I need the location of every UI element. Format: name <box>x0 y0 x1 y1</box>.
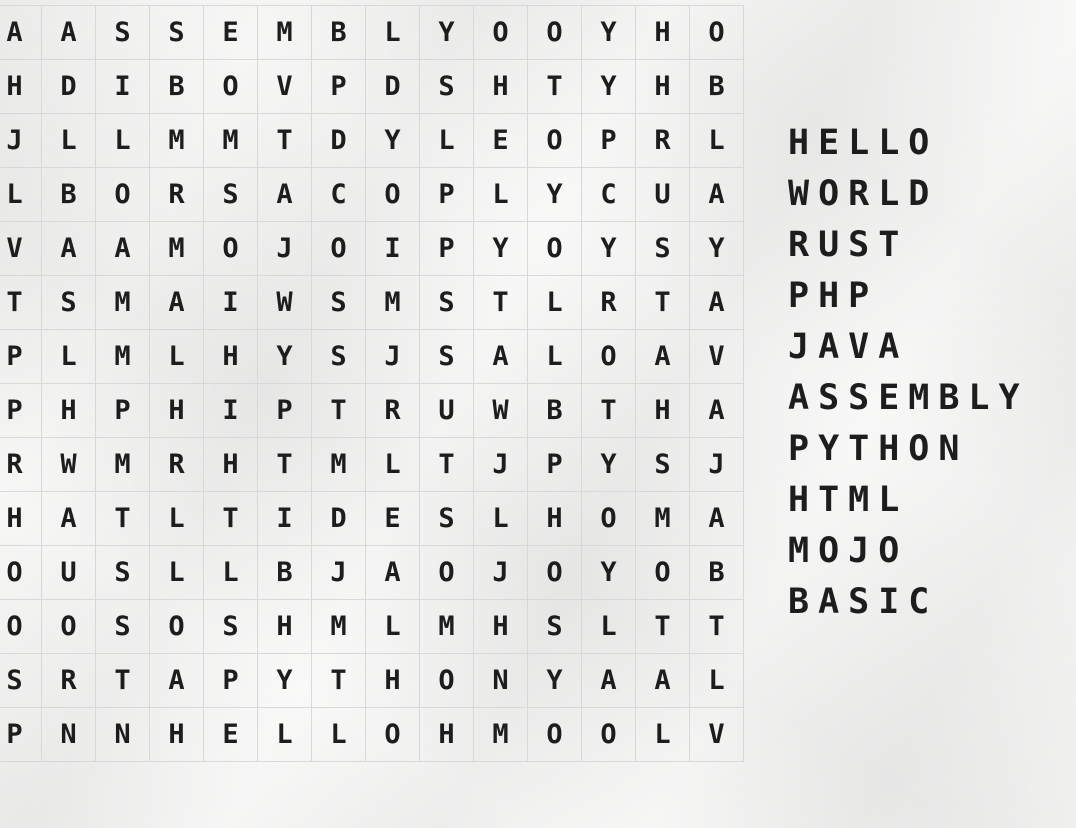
grid-cell: O <box>636 546 690 600</box>
grid-cell: O <box>528 114 582 168</box>
grid-cell: P <box>0 708 42 762</box>
grid-cell: P <box>420 168 474 222</box>
grid-cell: D <box>312 492 366 546</box>
grid-cell: Y <box>582 6 636 60</box>
grid-cell: A <box>636 654 690 708</box>
grid-cell: E <box>366 492 420 546</box>
grid-cell: S <box>312 330 366 384</box>
grid-cell: J <box>258 222 312 276</box>
grid-cell: D <box>42 60 96 114</box>
grid-cell: H <box>366 654 420 708</box>
grid-cell: H <box>636 6 690 60</box>
grid-cell: L <box>582 600 636 654</box>
grid-cell: L <box>690 654 744 708</box>
grid-cell: S <box>636 438 690 492</box>
grid-cell: S <box>420 276 474 330</box>
grid-cell: H <box>150 708 204 762</box>
grid-cell: R <box>150 168 204 222</box>
grid-cell: L <box>528 276 582 330</box>
word-php: PHP <box>788 276 879 316</box>
grid-cell: B <box>258 546 312 600</box>
grid-cell: O <box>528 6 582 60</box>
grid-cell: S <box>204 600 258 654</box>
grid-cell: W <box>258 276 312 330</box>
grid-cell: I <box>204 276 258 330</box>
grid-cell: M <box>420 600 474 654</box>
grid-cell: B <box>42 168 96 222</box>
grid-cell: A <box>150 276 204 330</box>
grid-cell: O <box>420 654 474 708</box>
grid-cell: O <box>366 168 420 222</box>
grid-cell: V <box>690 708 744 762</box>
grid-cell: M <box>96 330 150 384</box>
grid-cell: O <box>150 600 204 654</box>
grid-cell: S <box>312 276 366 330</box>
grid-cell: I <box>204 384 258 438</box>
grid-cell: A <box>150 654 204 708</box>
grid-cell: P <box>312 60 366 114</box>
grid-cell: C <box>582 168 636 222</box>
word-html: HTML <box>788 480 909 520</box>
grid-cell: M <box>96 438 150 492</box>
word-java: JAVA <box>788 327 909 367</box>
grid-cell: H <box>42 384 96 438</box>
word-assembly: ASSEMBLY <box>788 378 1029 418</box>
grid-cell: A <box>42 222 96 276</box>
grid-cell: M <box>312 438 366 492</box>
grid-cell: W <box>474 384 528 438</box>
grid-cell: R <box>42 654 96 708</box>
grid-cell: A <box>690 276 744 330</box>
grid-cell: S <box>528 600 582 654</box>
grid-cell: S <box>636 222 690 276</box>
grid-cell: L <box>528 330 582 384</box>
grid-cell: R <box>0 438 42 492</box>
grid-cell: D <box>312 114 366 168</box>
grid-cell: O <box>204 60 258 114</box>
grid-cell: V <box>0 222 42 276</box>
grid-cell: D <box>366 60 420 114</box>
grid-cell: Y <box>582 546 636 600</box>
grid-cell: Y <box>258 654 312 708</box>
grid-cell: T <box>636 276 690 330</box>
grid-cell: R <box>150 438 204 492</box>
grid-cell: T <box>528 60 582 114</box>
grid-cell: A <box>42 6 96 60</box>
grid-cell: J <box>366 330 420 384</box>
grid-cell: T <box>636 600 690 654</box>
grid-cell: L <box>150 546 204 600</box>
grid-cell: S <box>96 600 150 654</box>
grid-cell: H <box>0 60 42 114</box>
grid-cell: U <box>42 546 96 600</box>
grid-cell: P <box>204 654 258 708</box>
grid-cell: N <box>474 654 528 708</box>
grid-cell: Y <box>528 168 582 222</box>
grid-cell: A <box>690 384 744 438</box>
grid-cell: Y <box>582 222 636 276</box>
grid-cell: C <box>312 168 366 222</box>
word-basic: BASIC <box>788 582 939 622</box>
grid-cell: Y <box>690 222 744 276</box>
grid-cell: O <box>582 492 636 546</box>
grid-cell: J <box>312 546 366 600</box>
grid-cell: E <box>204 708 258 762</box>
grid-cell: S <box>96 546 150 600</box>
grid-cell: S <box>420 492 474 546</box>
grid-cell: Y <box>582 438 636 492</box>
grid-cell: L <box>366 438 420 492</box>
grid-cell: L <box>150 492 204 546</box>
word-python: PYTHON <box>788 429 969 469</box>
grid-cell: H <box>474 600 528 654</box>
grid-cell: A <box>474 330 528 384</box>
letter-grid <box>0 5 744 762</box>
grid-cell: P <box>582 114 636 168</box>
grid-cell: O <box>582 708 636 762</box>
grid-cell: E <box>474 114 528 168</box>
grid-cell: T <box>582 384 636 438</box>
grid-cell: H <box>204 438 258 492</box>
grid-cell: M <box>258 6 312 60</box>
grid-cell: O <box>366 708 420 762</box>
word-mojo: MOJO <box>788 531 909 571</box>
grid-cell: R <box>366 384 420 438</box>
grid-cell: J <box>474 546 528 600</box>
grid-cell: M <box>96 276 150 330</box>
grid-cell: P <box>258 384 312 438</box>
grid-cell: J <box>690 438 744 492</box>
grid-cell: O <box>0 600 42 654</box>
grid-cell: L <box>96 114 150 168</box>
grid-cell: S <box>96 6 150 60</box>
grid-cell: H <box>150 384 204 438</box>
grid-cell: Y <box>366 114 420 168</box>
grid-cell: L <box>42 114 96 168</box>
grid-cell: V <box>258 60 312 114</box>
grid-cell: A <box>582 654 636 708</box>
grid-cell: O <box>96 168 150 222</box>
grid-cell: T <box>420 438 474 492</box>
grid-cell: S <box>0 654 42 708</box>
grid-cell: O <box>204 222 258 276</box>
grid-cell: U <box>420 384 474 438</box>
grid-cell: M <box>312 600 366 654</box>
grid-cell: B <box>690 546 744 600</box>
grid-cell: H <box>258 600 312 654</box>
grid-cell: A <box>42 492 96 546</box>
grid-cell: O <box>528 708 582 762</box>
grid-cell: B <box>690 60 744 114</box>
grid-cell: N <box>42 708 96 762</box>
grid-cell: W <box>42 438 96 492</box>
grid-cell: L <box>366 6 420 60</box>
grid-cell: S <box>420 330 474 384</box>
grid-cell: O <box>690 6 744 60</box>
grid-cell: P <box>96 384 150 438</box>
word-list <box>788 118 1029 628</box>
grid-cell: L <box>312 708 366 762</box>
grid-cell: P <box>528 438 582 492</box>
word-hello: HELLO <box>788 123 939 163</box>
grid-cell: Y <box>528 654 582 708</box>
grid-cell: L <box>42 330 96 384</box>
grid-cell: H <box>636 60 690 114</box>
grid-cell: L <box>258 708 312 762</box>
grid-cell: O <box>42 600 96 654</box>
grid-cell: R <box>582 276 636 330</box>
grid-cell: H <box>204 330 258 384</box>
grid-cell: M <box>150 114 204 168</box>
grid-cell: V <box>690 330 744 384</box>
grid-cell: B <box>312 6 366 60</box>
grid-cell: Y <box>582 60 636 114</box>
grid-cell: H <box>636 384 690 438</box>
grid-cell: B <box>528 384 582 438</box>
grid-cell: P <box>0 330 42 384</box>
grid-cell: L <box>366 600 420 654</box>
grid-cell: I <box>258 492 312 546</box>
grid-cell: H <box>528 492 582 546</box>
grid-cell: L <box>150 330 204 384</box>
grid-cell: H <box>420 708 474 762</box>
grid-cell: I <box>96 60 150 114</box>
grid-cell: L <box>474 168 528 222</box>
grid-cell: T <box>96 654 150 708</box>
grid-cell: N <box>96 708 150 762</box>
grid-cell: L <box>0 168 42 222</box>
grid-cell: Y <box>420 6 474 60</box>
grid-cell: O <box>528 222 582 276</box>
grid-cell: T <box>474 276 528 330</box>
grid-cell: L <box>474 492 528 546</box>
grid-cell: A <box>690 168 744 222</box>
grid-cell: A <box>366 546 420 600</box>
grid-cell: L <box>204 546 258 600</box>
grid-cell: I <box>366 222 420 276</box>
grid-cell: T <box>0 276 42 330</box>
grid-cell: T <box>312 384 366 438</box>
grid-cell: A <box>258 168 312 222</box>
grid-cell: T <box>258 438 312 492</box>
word-world: WORLD <box>788 174 939 214</box>
grid-cell: T <box>204 492 258 546</box>
word-rust: RUST <box>788 225 909 265</box>
grid-cell: P <box>0 384 42 438</box>
grid-cell: J <box>0 114 42 168</box>
grid-cell: L <box>420 114 474 168</box>
grid-cell: M <box>150 222 204 276</box>
grid-cell: P <box>420 222 474 276</box>
grid-cell: M <box>204 114 258 168</box>
grid-cell: Y <box>474 222 528 276</box>
grid-cell: A <box>690 492 744 546</box>
grid-cell: O <box>582 330 636 384</box>
grid-cell: M <box>366 276 420 330</box>
grid-cell: L <box>690 114 744 168</box>
grid-cell: S <box>150 6 204 60</box>
grid-cell: T <box>258 114 312 168</box>
grid-cell: H <box>0 492 42 546</box>
grid-cell: J <box>474 438 528 492</box>
grid-cell: M <box>636 492 690 546</box>
grid-cell: S <box>42 276 96 330</box>
grid-cell: E <box>204 6 258 60</box>
grid-cell: B <box>150 60 204 114</box>
grid-cell: A <box>636 330 690 384</box>
grid-cell: L <box>636 708 690 762</box>
grid-cell: A <box>0 6 42 60</box>
grid-cell: O <box>312 222 366 276</box>
grid-cell: T <box>96 492 150 546</box>
grid-cell: S <box>204 168 258 222</box>
grid-cell: S <box>420 60 474 114</box>
grid-cell: U <box>636 168 690 222</box>
grid-cell: R <box>636 114 690 168</box>
grid-cell: M <box>474 708 528 762</box>
grid-cell: A <box>96 222 150 276</box>
grid-cell: O <box>528 546 582 600</box>
grid-cell: T <box>312 654 366 708</box>
grid-cell: O <box>474 6 528 60</box>
grid-cell: H <box>474 60 528 114</box>
grid-cell: T <box>690 600 744 654</box>
grid-cell: O <box>0 546 42 600</box>
grid-cell: Y <box>258 330 312 384</box>
grid-cell: O <box>420 546 474 600</box>
